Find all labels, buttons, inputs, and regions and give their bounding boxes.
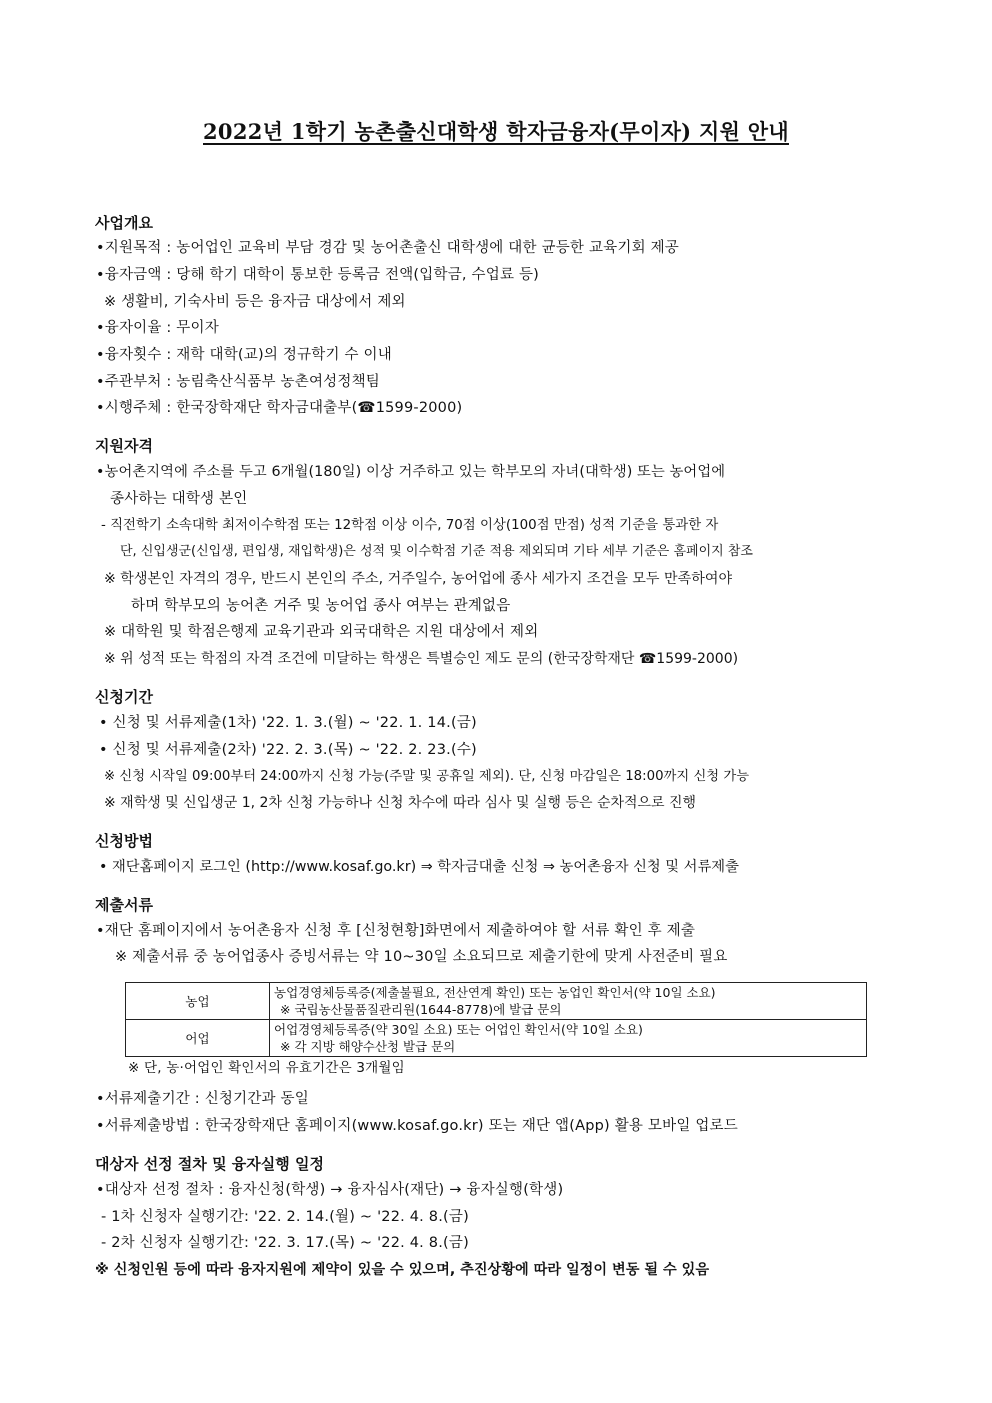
period-note: ※ 재학생 및 신입생군 1, 2차 신청 가능하나 신청 차수에 따라 심사 및 실행 등은 순차적으로 진행 (104, 795, 697, 811)
detail-note: ※ 각 지방 해양수산청 발급 문의 (280, 1039, 456, 1054)
overview-purpose: •지원목적 : 농어업인 교육비 부담 경감 및 농어촌출신 대학생에 대한 균등한 교육기회 제공 (96, 240, 679, 256)
eligibility-line: - 직전학기 소속대학 최저이수학점 또는 12학점 이상 이수, 70점 이상(100점 만점) 성적 기준을 통과한 자 (101, 518, 719, 533)
detail-note: ※ 국립농산물품질관리원(1644-8778)에 발급 문의 (280, 1002, 562, 1017)
table-row (126, 1020, 867, 1057)
table-cell-detail (270, 983, 867, 1020)
overview-amount: •융자금액 : 당해 학기 대학이 통보한 등록금 전액(입학금, 수업료 등) (96, 267, 540, 283)
selection-round-1: - 1차 신청자 실행기간: '22. 2. 14.(월) ~ '22. 4. 8.(금) (101, 1209, 469, 1225)
period-round-1: • 신청 및 서류제출(1차) '22. 1. 3.(월) ~ '22. 1. 14.(금) (99, 715, 477, 731)
documents-table (125, 982, 867, 1057)
documents-submit-period: •서류제출기간 : 신청기간과 동일 (96, 1091, 309, 1107)
method-line: • 재단홈페이지 로그인 (http://www.kosaf.go.kr) ⇒ 학자금대출 신청 ⇒ 농어촌융자 신청 및 서류제출 (99, 859, 739, 875)
selection-warning: ※ 신청인원 등에 따라 융자지원에 제약이 있을 수 있으며, 추진상황에 따라 일정이 변동 될 수 있음 (95, 1262, 710, 1278)
selection-round-2: - 2차 신청자 실행기간: '22. 3. 17.(목) ~ '22. 4. 8.(금) (101, 1235, 469, 1251)
eligibility-line: 종사하는 대학생 본인 (110, 491, 248, 507)
table-cell-detail (270, 1020, 867, 1057)
documents-validity-note: ※ 단, 농·어업인 확인서의 유효기간은 3개월임 (128, 1060, 405, 1076)
document-title: 2022년 1학기 농촌출신대학생 학자금융자(무이자) 지원 안내 (203, 119, 789, 144)
section-heading-selection: 대상자 선정 절차 및 융자실행 일정 (95, 1155, 324, 1173)
section-heading-method: 신청방법 (95, 832, 153, 850)
table-cell-category: 농업 (126, 983, 270, 1020)
documents-note: ※ 제출서류 중 농어업종사 증빙서류는 약 10~30일 소요되므로 제출기한에 맞게 사전준비 필요 (115, 949, 728, 965)
period-note: ※ 신청 시작일 09:00부터 24:00까지 신청 가능(주말 및 공휴일 제외). 단, 신청 마감일은 18:00까지 신청 가능 (104, 769, 750, 784)
eligibility-line: 단, 신입생군(신입생, 편입생, 재입학생)은 성적 및 이수학점 기준 적용 제외되며 기타 세부 기준은 홈페이지 참조 (120, 544, 753, 559)
overview-ministry: •주관부처 : 농림축산식품부 농촌여성정책팀 (96, 374, 380, 390)
documents-line: •재단 홈페이지에서 농어촌융자 신청 후 [신청현황]화면에서 제출하여야 할 서류 확인 후 제출 (96, 923, 696, 939)
documents-submit-method: •서류제출방법 : 한국장학재단 홈페이지(www.kosaf.go.kr) 또는 재단 앱(App) 활용 모바일 업로드 (96, 1118, 738, 1134)
overview-operator: •시행주체 : 한국장학재단 학자금대출부(☎1599-2000) (96, 400, 463, 416)
detail-text: 어업경영체등록증(약 30일 소요) 또는 어업인 확인서(약 10일 소요) (274, 1022, 643, 1037)
eligibility-note: ※ 대학원 및 학점은행제 교육기관과 외국대학은 지원 대상에서 제외 (104, 624, 539, 640)
selection-process: •대상자 선정 절차 : 융자신청(학생) → 융자심사(재단) → 융자실행(학생) (96, 1182, 564, 1198)
detail-text: 농업경영체등록증(제출불필요, 전산연계 확인) 또는 농업인 확인서(약 10일 소요) (274, 985, 716, 1000)
section-heading-period: 신청기간 (95, 688, 153, 706)
overview-amount-note: ※ 생활비, 기숙사비 등은 융자금 대상에서 제외 (104, 294, 406, 310)
overview-count: •융자횟수 : 재학 대학(교)의 정규학기 수 이내 (96, 347, 392, 363)
section-heading-overview: 사업개요 (95, 214, 153, 232)
overview-interest: •융자이율 : 무이자 (96, 320, 219, 336)
eligibility-line: •농어촌지역에 주소를 두고 6개월(180일) 이상 거주하고 있는 학부모의 자녀(대학생) 또는 농어업에 (96, 464, 726, 480)
eligibility-note: ※ 학생본인 자격의 경우, 반드시 본인의 주소, 거주일수, 농어업에 종사 세가지 조건을 모두 만족하여야 (104, 571, 733, 587)
table-row (126, 983, 867, 1020)
eligibility-note: 하며 학부모의 농어촌 거주 및 농어업 종사 여부는 관계없음 (131, 598, 511, 614)
table-cell-category: 어업 (126, 1020, 270, 1057)
section-heading-documents: 제출서류 (95, 896, 153, 914)
eligibility-note: ※ 위 성적 또는 학점의 자격 조건에 미달하는 학생은 특별승인 제도 문의 (한국장학재단 ☎1599-2000) (104, 651, 739, 667)
period-round-2: • 신청 및 서류제출(2차) '22. 2. 3.(목) ~ '22. 2. 23.(수) (99, 742, 477, 758)
section-heading-eligibility: 지원자격 (95, 437, 153, 455)
